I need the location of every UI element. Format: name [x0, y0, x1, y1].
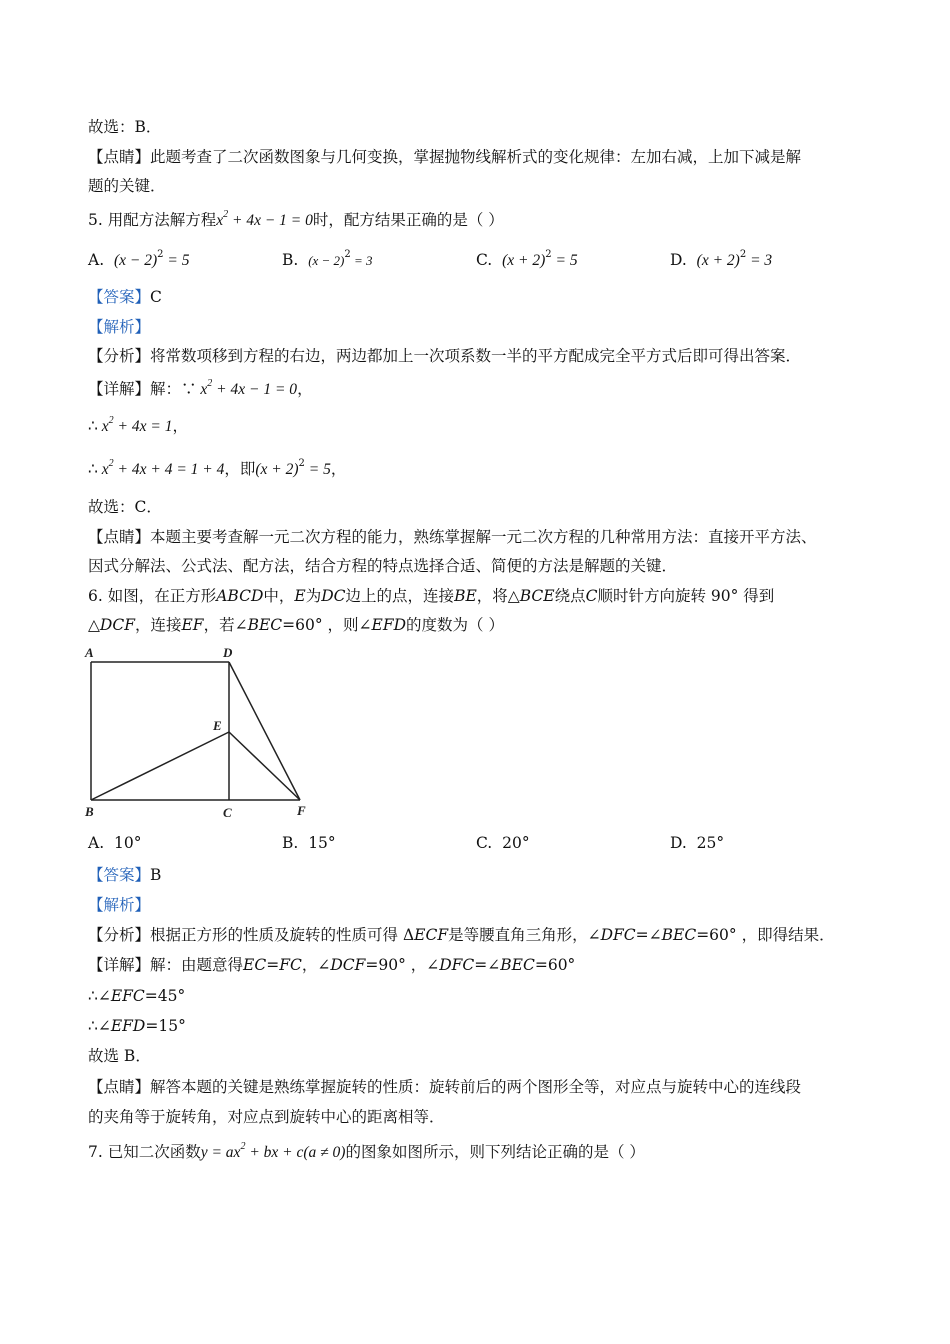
q5-option-letter: D. — [670, 251, 687, 269]
q6-text: ∴∠ — [88, 1017, 111, 1035]
q5-option-letter: A. — [88, 251, 105, 269]
q6-var: DFC — [439, 956, 475, 974]
answer-tag: 【答案】 — [88, 288, 151, 306]
q6-option-letter: D. — [670, 834, 687, 852]
therefore-symbol: ∴ — [88, 417, 98, 435]
q7-stem-suffix: 的图象如图所示，则下列结论正确的是（ ） — [345, 1143, 645, 1161]
q6-var: E — [294, 587, 306, 605]
q5-step2: ∴ $x^2 + 4x + 4 = 1 + 4$，即$(x + 2)^2 = 5$， — [88, 458, 347, 478]
q6-fenxi — [88, 925, 835, 945]
segment-df — [229, 662, 300, 800]
point-tag: 【点睛】 — [88, 528, 151, 546]
step1-equation: $x^2 + 4x = 1$ — [97, 415, 173, 435]
q6-text: 解：由题意得 — [150, 956, 244, 974]
label-d: D — [223, 645, 233, 660]
q6-option-letter: A. — [88, 834, 105, 852]
q6-text: ，∠ — [301, 956, 331, 974]
q6-text: 根据正方形的性质及旋转的性质可得 Δ — [150, 926, 415, 944]
prev-point-line1 — [88, 147, 801, 167]
q5-stem-suffix: 时，配方结果正确的是（ ） — [312, 211, 504, 229]
q6-var: EFC — [110, 987, 145, 1005]
q5-option-a: A. $(x - 2)^2 = 5$ — [88, 249, 190, 269]
q6-text: =∠ — [474, 956, 501, 974]
label-f: F — [297, 803, 306, 818]
q6-var: DC — [321, 587, 346, 605]
q7-condition: (a ≠ 0) — [303, 1144, 346, 1161]
prev-choice: 故选：B． — [88, 118, 162, 136]
q6-option-value: 10° — [113, 834, 142, 852]
point-text: 本题主要考查解一元二次方程的能力，熟练掌握解一元二次方程的几种常用方法：直接开平方法、 — [150, 528, 817, 546]
q6-var: EC=FC — [243, 956, 302, 974]
q6-text: =60° ，即得结果． — [696, 926, 835, 944]
q6-square-figure — [80, 640, 330, 825]
q5-option-rhs: = 5 — [551, 252, 578, 269]
step2-equation: $x^2 + 4x + 4 = 1 + 4$ — [97, 458, 225, 478]
q6-option-value: 15° — [308, 834, 336, 852]
q6-text: ，连接 — [134, 616, 182, 634]
q6-text: 顺时针方向旋转 90° 得到 — [597, 587, 775, 605]
q6-var: ABCD — [216, 587, 264, 605]
q5-option-c: C. $(x + 2)^2 = 5$ — [476, 249, 578, 269]
q5-answer — [88, 287, 162, 307]
step1-eq-rest: + 4x = 1 — [113, 418, 173, 435]
q6-stem-line1 — [88, 586, 774, 606]
point-tag: 【点睛】 — [88, 1078, 151, 1096]
fenxi-tag: 【分析】 — [88, 926, 151, 944]
segment-be — [91, 732, 229, 800]
q6-var: EFD — [110, 1017, 146, 1035]
q5-option-rhs: = 3 — [350, 253, 373, 268]
answer-tag: 【答案】 — [88, 866, 151, 884]
q5-option-base: (x + 2) — [502, 252, 546, 269]
q6-var: C — [585, 587, 598, 605]
q6-text: =∠ — [635, 926, 662, 944]
fenxi-text: 将常数项移到方程的右边，两边都加上一次项系数一半的平方配成完全平方式后即可得出答案． — [150, 347, 802, 365]
q5-step1: ∴ $x^2 + 4x = 1$， — [88, 415, 188, 435]
q6-point-line1 — [88, 1077, 801, 1097]
q6-var: DFC — [600, 926, 636, 944]
q6-detail — [88, 955, 575, 975]
q5-option-letter: C. — [476, 251, 493, 269]
point-text: 此题考查了二次函数图象与几何变换，掌握抛物线解析式的变化规律：左加右减，上加下减是解 — [150, 148, 802, 166]
q6-text: ，若∠ — [203, 616, 248, 634]
q6-stem-line2 — [88, 615, 504, 635]
q6-var: BEC — [661, 926, 697, 944]
q6-option-a — [88, 833, 141, 853]
q6-var: DCF — [330, 956, 366, 974]
q6-text: 中， — [263, 587, 295, 605]
q5-option-rhs: = 5 — [163, 252, 190, 269]
q6-text: △ — [88, 616, 100, 634]
q5-stem — [88, 210, 504, 231]
q5-option-base: (x + 2) — [696, 252, 740, 269]
detail-tag: 【详解】 — [88, 380, 151, 398]
q6-var: BEC — [247, 616, 283, 634]
q6-option-c — [476, 833, 530, 853]
step2-eq-rest: + 4x + 4 = 1 + 4 — [113, 461, 225, 478]
q5-option-d: D. $(x + 2)^2 = 3$ — [670, 249, 773, 269]
q6-text: 为 — [305, 587, 322, 605]
q6-text: ∴∠ — [88, 987, 111, 1005]
q6-text: =60° — [534, 956, 576, 974]
step2-mid: ，即 — [224, 460, 256, 478]
q6-var: EFD — [371, 616, 407, 634]
q6-point-line2: 的夹角等于旋转角，对应点到旋转中心的距离相等． — [88, 1108, 445, 1126]
q5-point-line2: 因式分解法、公式法、配方法，结合方程的特点选择合适、简便的方法是解题的关键． — [88, 557, 678, 575]
q7-stem-prefix: 7. 已知二次函数 — [88, 1143, 201, 1161]
q7-stem — [88, 1142, 645, 1163]
detail-tag: 【详解】 — [88, 956, 151, 974]
detail-equation: $x^2 + 4x - 1 = 0$ — [196, 378, 298, 398]
q6-option-b — [282, 833, 336, 853]
prev-point-line2: 题的关键． — [88, 177, 166, 195]
q6-text: 是等腰直角三角形，∠ — [448, 926, 601, 944]
q6-option-d — [670, 833, 724, 853]
q7-function: $y = ax^2$ + bx + c(a ≠ 0) — [200, 1141, 346, 1161]
q6-text: 边上的点，连接 — [345, 587, 455, 605]
q6-var: BEC — [500, 956, 535, 974]
answer-value: C — [150, 288, 162, 306]
answer-value: B — [150, 866, 162, 884]
q5-analysis-tag: 【解析】 — [88, 318, 151, 336]
point-tag: 【点睛】 — [88, 148, 151, 166]
detail-prefix: 解：∵ — [150, 380, 197, 398]
q5-stem-prefix: 5. 用配方法解方程 — [88, 211, 217, 229]
q6-var: BCE — [519, 587, 555, 605]
q6-step1 — [88, 986, 185, 1006]
q6-text: 6. 如图，在正方形 — [88, 587, 217, 605]
q6-option-letter: C. — [476, 834, 493, 852]
point-text: 解答本题的关键是熟练掌握旋转的性质：旋转前后的两个图形全等，对应点与旋转中心的连线段 — [150, 1078, 802, 1096]
q5-detail: 【详解】解：∵ $x^2 + 4x - 1 = 0$， — [88, 378, 313, 398]
q6-option-value: 25° — [696, 834, 725, 852]
q6-var: DCF — [99, 616, 135, 634]
q5-stem-x: x — [216, 212, 224, 229]
q6-var: ECF — [414, 926, 449, 944]
step2-rhs: = 5 — [304, 461, 331, 478]
q7-eq-part: y = ax — [200, 1144, 241, 1161]
q6-var: EF — [181, 616, 204, 634]
q6-text: =60° ，则∠ — [282, 616, 372, 634]
q7-eq-part: + bx + c — [245, 1144, 304, 1161]
detail-eq-rest: + 4x − 1 = 0 — [212, 381, 298, 398]
q6-text: 的度数为（ ） — [406, 616, 504, 634]
q5-point-line1 — [88, 527, 817, 547]
q5-fenxi — [88, 346, 801, 366]
q6-analysis-tag: 【解析】 — [88, 896, 151, 914]
label-a: A — [85, 645, 94, 660]
segment-ef — [229, 732, 300, 800]
q6-text: 绕点 — [554, 587, 586, 605]
q6-option-value: 20° — [502, 834, 530, 852]
fenxi-tag: 【分析】 — [88, 347, 151, 365]
q6-text: ，将△ — [476, 587, 520, 605]
q5-stem-eq-rest: + 4x − 1 = 0 — [228, 212, 313, 229]
q5-choice: 故选：C． — [88, 498, 162, 516]
q5-option-base: (x − 2) — [308, 253, 345, 268]
q6-text: =15° — [145, 1017, 186, 1035]
q6-answer — [88, 865, 161, 885]
label-c: C — [223, 805, 232, 820]
q5-option-rhs: = 3 — [746, 252, 773, 269]
q6-choice: 故选 B． — [88, 1047, 151, 1065]
q5-option-b: B. $(x - 2)^2 = 3$ — [282, 249, 373, 269]
therefore-symbol: ∴ — [88, 460, 98, 478]
step2-base: (x + 2) — [255, 461, 299, 478]
label-b: B — [85, 804, 94, 819]
q6-text: =45° — [144, 987, 186, 1005]
q6-text: =90° ，∠ — [365, 956, 440, 974]
q5-option-base: (x − 2) — [113, 252, 158, 269]
q5-option-letter: B. — [282, 251, 299, 269]
q6-option-letter: B. — [282, 834, 299, 852]
q6-var: BE — [454, 587, 477, 605]
label-e: E — [213, 718, 222, 733]
q5-stem-equation: $x^2 + 4x - 1 = 0$ — [216, 209, 313, 229]
q6-step2 — [88, 1016, 186, 1036]
